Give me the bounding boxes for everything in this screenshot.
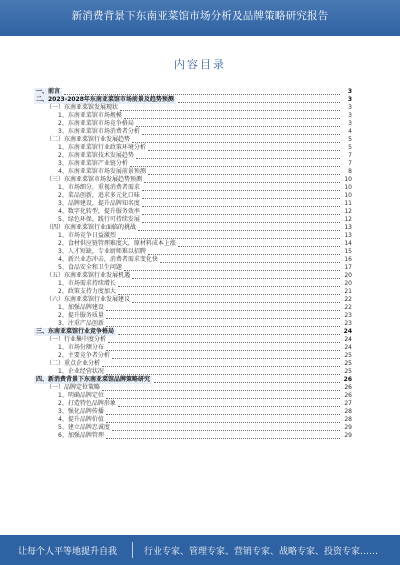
toc-dot-leader: [148, 174, 340, 175]
toc-entry-page: 10: [344, 184, 352, 191]
toc-entry-page: 14: [344, 240, 352, 247]
toc-entry[interactable]: [34, 216, 352, 224]
toc-entry[interactable]: [34, 424, 352, 432]
toc-entry[interactable]: [34, 232, 352, 240]
toc-entry-page: 27: [344, 400, 352, 407]
toc-entry-title: 三、东南亚菜馆行业竞争格局: [36, 328, 115, 335]
toc-dot-leader: [120, 110, 340, 111]
toc-dot-leader: [106, 310, 340, 311]
toc-entry-title: 2、食材供应链管理难度大，原材料成本上涨: [58, 240, 176, 247]
toc-entry[interactable]: [34, 160, 352, 168]
toc-entry[interactable]: [34, 352, 352, 360]
toc-entry-page: 26: [344, 384, 352, 391]
toc-entry[interactable]: [34, 224, 352, 232]
toc-dot-leader: [118, 334, 340, 335]
toc-entry-title: （六）东南亚菜馆行业发展建议: [46, 296, 131, 303]
toc-entry[interactable]: [34, 176, 352, 184]
toc-entry-title: 1、加强品牌建设: [58, 304, 104, 311]
toc-entry-title: 4、新兴业态冲击，消费者需求变化快: [58, 256, 158, 263]
toc-entry[interactable]: [34, 104, 352, 112]
toc-entry-page: 13: [344, 224, 352, 231]
toc-dot-leader: [132, 278, 340, 279]
toc-entry-title: 1、企业经营状况: [58, 368, 104, 375]
toc-entry-title: （五）东南亚菜馆行业发展机遇: [46, 272, 131, 279]
toc-entry-page: 28: [344, 416, 352, 423]
toc-entry-page: 15: [344, 248, 352, 255]
toc-entry-page: 3: [347, 96, 352, 103]
toc-entry-page: 7: [348, 152, 352, 159]
toc-dot-leader: [160, 262, 340, 263]
toc-dot-leader: [142, 198, 340, 199]
toc-entry-title: 二、2023-2028年东南亚菜馆市场前景及趋势预测: [36, 96, 174, 103]
toc-entry-title: 3、品牌建设，提升品牌知名度: [58, 200, 140, 207]
toc-entry[interactable]: [34, 400, 352, 408]
toc-entry-title: 1、市场份额分布: [58, 344, 104, 351]
toc-entry[interactable]: [34, 336, 352, 344]
toc-dot-leader: [106, 398, 340, 399]
toc-dot-leader: [136, 158, 340, 159]
toc-entry-title: 4、数字化转型，提升服务效率: [58, 208, 140, 215]
toc-dot-leader: [124, 270, 340, 271]
toc-entry[interactable]: [34, 88, 352, 96]
toc-entry-page: 7: [348, 160, 352, 167]
toc-entry-page: 3: [348, 120, 352, 127]
toc-entry[interactable]: [34, 304, 352, 312]
toc-dot-leader: [142, 214, 340, 215]
footer-bar: [0, 535, 400, 565]
toc-entry-page: 23: [344, 312, 352, 319]
toc-entry[interactable]: [34, 368, 352, 376]
toc-entry-page: 13: [344, 232, 352, 239]
toc-dot-leader: [108, 342, 340, 343]
toc-entry-title: （三）东南亚菜馆市场发展趋势预测: [46, 176, 143, 183]
toc-entry[interactable]: [34, 136, 352, 144]
toc-entry[interactable]: [34, 208, 352, 216]
toc-entry-title: （一）东南亚菜馆发展现状: [46, 104, 119, 111]
toc-dot-leader: [124, 118, 340, 119]
toc-entry-page: 3: [347, 88, 352, 95]
toc-entry-page: 10: [344, 192, 352, 199]
toc-entry-page: 4: [348, 128, 352, 135]
toc-entry[interactable]: [34, 344, 352, 352]
toc-entry-page: 26: [343, 376, 352, 383]
toc-dot-leader: [106, 350, 340, 351]
toc-entry[interactable]: [34, 360, 352, 368]
toc-entry-title: 2、菜品创新，追求多元化口味: [58, 192, 140, 199]
toc-dot-leader: [118, 406, 340, 407]
toc-dot-leader: [118, 294, 340, 295]
toc-entry-page: 24: [343, 328, 352, 335]
toc-entry-page: 10: [344, 176, 352, 183]
toc-entry-title: 1、市场竞争日益激烈: [58, 232, 116, 239]
footer-divider: [132, 542, 133, 558]
toc-entry[interactable]: [34, 376, 352, 384]
toc-entry-title: （二）重点企业分析: [46, 360, 101, 367]
toc-entry-title: 3、强化品牌传播: [58, 408, 104, 415]
toc-dot-leader: [132, 142, 340, 143]
toc-entry-title: 5、建立品牌忠诚度: [58, 424, 110, 431]
toc-dot-leader: [138, 230, 340, 231]
toc-entry-page: 24: [344, 336, 352, 343]
toc-dot-leader: [148, 150, 340, 151]
toc-entry-title: 一、前言: [36, 88, 61, 95]
toc-entry[interactable]: [34, 184, 352, 192]
toc-entry-page: 25: [344, 360, 352, 367]
toc-dot-leader: [130, 166, 340, 167]
toc-dot-leader: [64, 94, 340, 95]
toc-entry-title: 2、东南亚菜馆技术发展趋势: [58, 152, 134, 159]
toc-entry-title: 1、东南亚菜馆行业政策环境分析: [58, 144, 146, 151]
toc-entry-title: 1、东南亚菜馆市场规模: [58, 112, 122, 119]
toc-entry-title: 1、市场细分，重视消费者需求: [58, 184, 140, 191]
toc-entry-title: 2、东南亚菜馆市场竞争格局: [58, 120, 134, 127]
toc-entry-page: 11: [344, 200, 352, 207]
toc-entry-title: 4、提升品牌价值: [58, 416, 104, 423]
toc-entry-title: 1、明确品牌定位: [58, 392, 104, 399]
toc-entry[interactable]: [34, 168, 352, 176]
toc-entry-title: 6、加强品牌管理: [58, 432, 104, 439]
toc-entry-page: 5: [348, 144, 352, 151]
toc-entry-page: 22: [344, 304, 352, 311]
toc-entry-page: 3: [348, 104, 352, 111]
toc-dot-leader: [106, 374, 340, 375]
toc-entry-page: 25: [344, 352, 352, 359]
toc-entry-page: 8: [348, 168, 352, 175]
toc-dot-leader: [148, 254, 340, 255]
toc-entry[interactable]: [34, 120, 352, 128]
toc-entry-page: 3: [348, 112, 352, 119]
toc-dot-leader: [144, 182, 340, 183]
toc-entry-title: 3、注重产品创新: [58, 320, 104, 327]
toc-dot-leader: [112, 430, 340, 431]
toc-entry[interactable]: [34, 264, 352, 272]
footer-slogan: 让每个人平等地提升自我: [18, 547, 118, 557]
toc-dot-leader: [136, 126, 340, 127]
toc-entry-page: 26: [344, 392, 352, 399]
toc-entry-title: （四）东南亚菜馆行业面临的挑战: [46, 224, 137, 231]
toc-entry[interactable]: [34, 328, 352, 336]
toc-entry[interactable]: [34, 280, 352, 288]
toc-entry-title: 3、东南亚菜馆产业链分析: [58, 160, 128, 167]
toc-entry[interactable]: [34, 112, 352, 120]
toc-entry-title: 2、打造特色品牌形象: [58, 400, 116, 407]
toc-entry-title: 5、食品安全和卫生问题: [58, 264, 122, 271]
toc-entry-title: （二）东南亚菜馆行业发展趋势: [46, 136, 131, 143]
toc-dot-leader: [142, 206, 340, 207]
header-bar: [0, 0, 400, 36]
toc-entry-title: 5、绿色环保，践行可持续发展: [58, 216, 140, 223]
toc-dot-leader: [142, 222, 340, 223]
toc-dot-leader: [154, 382, 340, 383]
toc-entry-page: 25: [344, 368, 352, 375]
toc-dot-leader: [106, 422, 340, 423]
toc-dot-leader: [106, 414, 340, 415]
toc-title: 内容目录: [174, 58, 226, 71]
toc-dot-leader: [118, 238, 340, 239]
toc-entry-title: 2、提升服务质量: [58, 312, 104, 319]
toc-entry[interactable]: [34, 192, 352, 200]
document-title: 新消费背景下东南亚菜馆市场分析及品牌策略研究报告: [71, 10, 329, 22]
toc-entry[interactable]: [34, 384, 352, 392]
toc-entry-title: 2、主要竞争者分析: [58, 352, 110, 359]
toc-entry-page: 23: [344, 320, 352, 327]
toc-entry[interactable]: [34, 240, 352, 248]
toc-entry-page: 5: [348, 136, 352, 143]
toc-entry[interactable]: [34, 312, 352, 320]
toc-entry-title: 3、人才短缺，专业厨师难以招聘: [58, 248, 146, 255]
toc-entry-page: 20: [344, 280, 352, 287]
toc-dot-leader: [142, 134, 340, 135]
toc-entry-page: 16: [344, 256, 352, 263]
toc-entry[interactable]: [34, 96, 352, 104]
toc-dot-leader: [102, 366, 340, 367]
toc-entry[interactable]: [34, 432, 352, 440]
toc-entry-title: 2、政策支持力度加大: [58, 288, 116, 295]
toc-entry[interactable]: [34, 288, 352, 296]
toc-entry[interactable]: [34, 144, 352, 152]
toc-entry-title: 3、东南亚菜馆市场消费者分析: [58, 128, 140, 135]
toc-entry[interactable]: [34, 320, 352, 328]
toc-entry-title: （一）品牌定位策略: [46, 384, 101, 391]
toc-dot-leader: [106, 318, 340, 319]
toc-dot-leader: [142, 190, 340, 191]
toc-entry-title: 1、市场需求持续增长: [58, 280, 116, 287]
toc-dot-leader: [112, 358, 340, 359]
toc-entry-page: 12: [344, 216, 352, 223]
toc-entry-title: （一）行业集中度分析: [46, 336, 107, 343]
footer-expert-list: 行业专家、管理专家、营销专家、战略专家、投资专家……: [144, 547, 379, 557]
toc-entry[interactable]: [34, 256, 352, 264]
toc-entry[interactable]: [34, 248, 352, 256]
toc-entry[interactable]: [34, 392, 352, 400]
toc-entry[interactable]: [34, 152, 352, 160]
table-of-contents: [34, 88, 352, 440]
toc-entry-page: 21: [344, 288, 352, 295]
toc-dot-leader: [106, 438, 340, 439]
toc-entry[interactable]: [34, 408, 352, 416]
toc-entry-title: 4、东南亚菜馆市场发展前景预测: [58, 168, 146, 175]
toc-dot-leader: [118, 286, 340, 287]
toc-entry-page: 29: [344, 424, 352, 431]
toc-dot-leader: [132, 302, 340, 303]
toc-entry-page: 22: [344, 296, 352, 303]
toc-dot-leader: [178, 102, 340, 103]
toc-entry-page: 17: [344, 264, 352, 271]
toc-entry-page: 12: [344, 208, 352, 215]
toc-entry-page: 20: [344, 272, 352, 279]
toc-entry[interactable]: [34, 416, 352, 424]
toc-dot-leader: [106, 326, 340, 327]
toc-dot-leader: [102, 390, 340, 391]
toc-entry-page: 29: [344, 432, 352, 439]
toc-entry[interactable]: [34, 200, 352, 208]
toc-entry[interactable]: [34, 296, 352, 304]
toc-entry-page: 24: [344, 344, 352, 351]
toc-dot-leader: [178, 246, 340, 247]
toc-entry[interactable]: [34, 272, 352, 280]
toc-entry[interactable]: [34, 128, 352, 136]
toc-entry-page: 28: [344, 408, 352, 415]
toc-entry-title: 四、新消费背景下东南亚菜馆品牌策略研究: [36, 376, 151, 383]
